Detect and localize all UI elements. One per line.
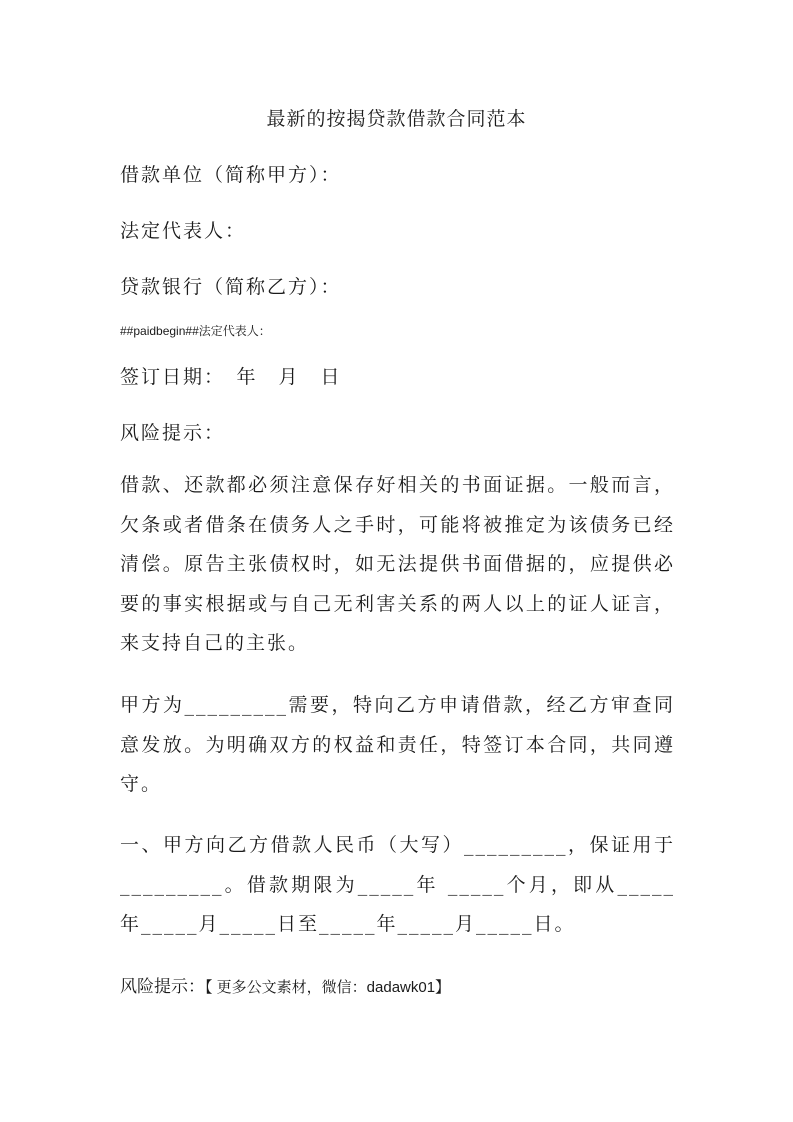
clause-one-paragraph: 一、甲方向乙方借款人民币（大写）_________，保证用于_________。借款期限为_____年 _____个月，即从_____年_____月_____日至_____年_____月_____日。	[120, 834, 675, 935]
signing-date-field: 签订日期： 年 月 日	[120, 366, 342, 388]
paid-marker-legal-representative: ##paidbegin##法定代表人：	[120, 324, 271, 338]
legal-representative-field: 法定代表人：	[120, 220, 247, 242]
intro-paragraph: 甲方为_________需要，特向乙方申请借款，经乙方审查同意发放。为明确双方的权益和责任，特签订本合同，共同遵守。	[120, 694, 675, 795]
footer-risk-line	[120, 972, 450, 997]
document-title: 最新的按揭贷款借款合同范本	[266, 108, 527, 130]
footer-note: 【 更多公文素材，微信：dadawk01】	[205, 979, 451, 996]
footer-risk-label: 风险提示：	[120, 977, 205, 997]
lending-bank-field: 贷款银行（简称乙方）：	[120, 276, 342, 298]
borrower-field: 借款单位（简称甲方）：	[120, 164, 342, 186]
risk-heading: 风险提示：	[120, 422, 226, 444]
risk-paragraph: 借款、还款都必须注意保存好相关的书面证据。一般而言，欠条或者借条在债务人之手时，可能将被推定为该债务已经清偿。原告主张债权时，如无法提供书面借据的，应提供必要的事实根据或与自己无利害关系的两人以上的证人证言，来支持自己的主张。	[120, 474, 675, 654]
